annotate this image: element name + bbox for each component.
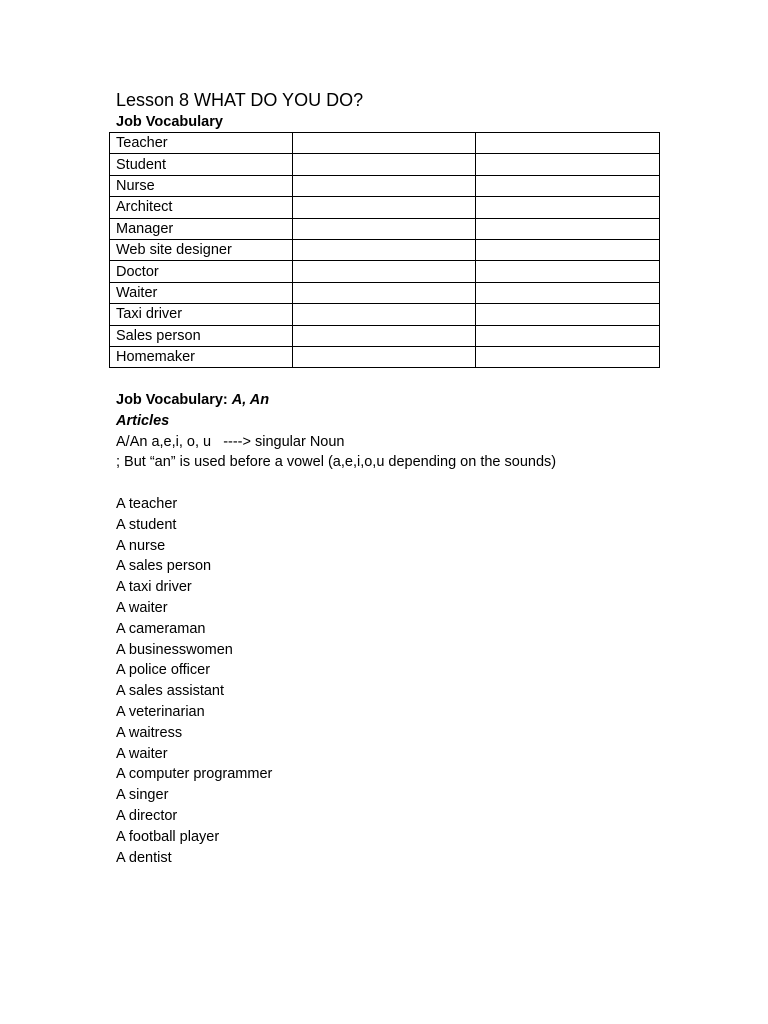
list-item: A football player — [116, 828, 220, 845]
articles-section — [116, 390, 716, 868]
list-item: A veterinarian — [116, 703, 205, 720]
table-cell — [293, 218, 476, 239]
list-item: A waiter — [116, 599, 168, 616]
table-cell — [476, 218, 660, 239]
articles-heading — [116, 390, 716, 411]
table-cell — [476, 197, 660, 218]
table-cell — [476, 239, 660, 260]
articles-heading-italic: A, An — [231, 392, 270, 408]
list-item: A waiter — [116, 745, 168, 762]
blank-line — [116, 473, 716, 494]
list-item: A taxi driver — [116, 579, 192, 596]
job-vocabulary-table-body — [110, 133, 660, 368]
article-rule-line: A/An a,e,i, o, u ----> singular Noun — [116, 433, 345, 450]
table-row — [110, 261, 660, 282]
example-list — [116, 494, 716, 868]
table-cell — [476, 175, 660, 196]
table-cell: Nurse — [110, 175, 293, 196]
list-item: A waitress — [116, 724, 183, 741]
table-cell: Sales person — [110, 325, 293, 346]
table-cell: Architect — [110, 197, 293, 218]
table-row — [110, 304, 660, 325]
table-cell — [293, 154, 476, 175]
table-cell: Teacher — [110, 133, 293, 154]
table-row — [110, 218, 660, 239]
list-item: A sales person — [116, 558, 212, 575]
article-note-line: ; But “an” is used before a vowel (a,e,i,o,u depending on the sounds) — [116, 454, 557, 471]
list-item: A dentist — [116, 849, 172, 866]
table-cell — [476, 346, 660, 367]
table-cell — [293, 133, 476, 154]
table-row — [110, 282, 660, 303]
table-cell — [293, 261, 476, 282]
table-row — [110, 197, 660, 218]
table-cell — [476, 154, 660, 175]
table-cell: Web site designer — [110, 239, 293, 260]
table-cell — [293, 282, 476, 303]
list-item: A nurse — [116, 537, 166, 554]
list-item: A student — [116, 516, 177, 533]
table-row — [110, 154, 660, 175]
table-cell — [476, 304, 660, 325]
table-cell — [293, 239, 476, 260]
table-cell: Homemaker — [110, 346, 293, 367]
table-cell — [476, 261, 660, 282]
table-cell — [476, 133, 660, 154]
table-cell — [293, 346, 476, 367]
table-cell — [293, 304, 476, 325]
table-row — [110, 239, 660, 260]
table-row — [110, 346, 660, 367]
list-item: A teacher — [116, 495, 178, 512]
articles-heading-prefix: Job Vocabulary: — [116, 392, 232, 408]
list-item: A singer — [116, 787, 169, 804]
table-row — [110, 133, 660, 154]
list-item: A computer programmer — [116, 766, 273, 783]
job-vocabulary-table — [109, 132, 660, 368]
table-cell: Waiter — [110, 282, 293, 303]
list-item: A police officer — [116, 662, 211, 679]
table-cell — [293, 197, 476, 218]
table-cell: Manager — [110, 218, 293, 239]
list-item: A cameraman — [116, 620, 206, 637]
table-cell — [293, 325, 476, 346]
list-item: A sales assistant — [116, 683, 224, 700]
articles-label: Articles — [116, 412, 170, 429]
table-cell — [476, 282, 660, 303]
table-cell: Doctor — [110, 261, 293, 282]
table-cell: Taxi driver — [110, 304, 293, 325]
list-item: A businesswomen — [116, 641, 233, 658]
vocab-heading: Job Vocabulary — [116, 114, 223, 130]
table-cell — [293, 175, 476, 196]
table-row — [110, 175, 660, 196]
list-item: A director — [116, 807, 178, 824]
table-cell — [476, 325, 660, 346]
table-cell: Student — [110, 154, 293, 175]
page-title: Lesson 8 WHAT DO YOU DO? — [116, 90, 364, 110]
table-row — [110, 325, 660, 346]
